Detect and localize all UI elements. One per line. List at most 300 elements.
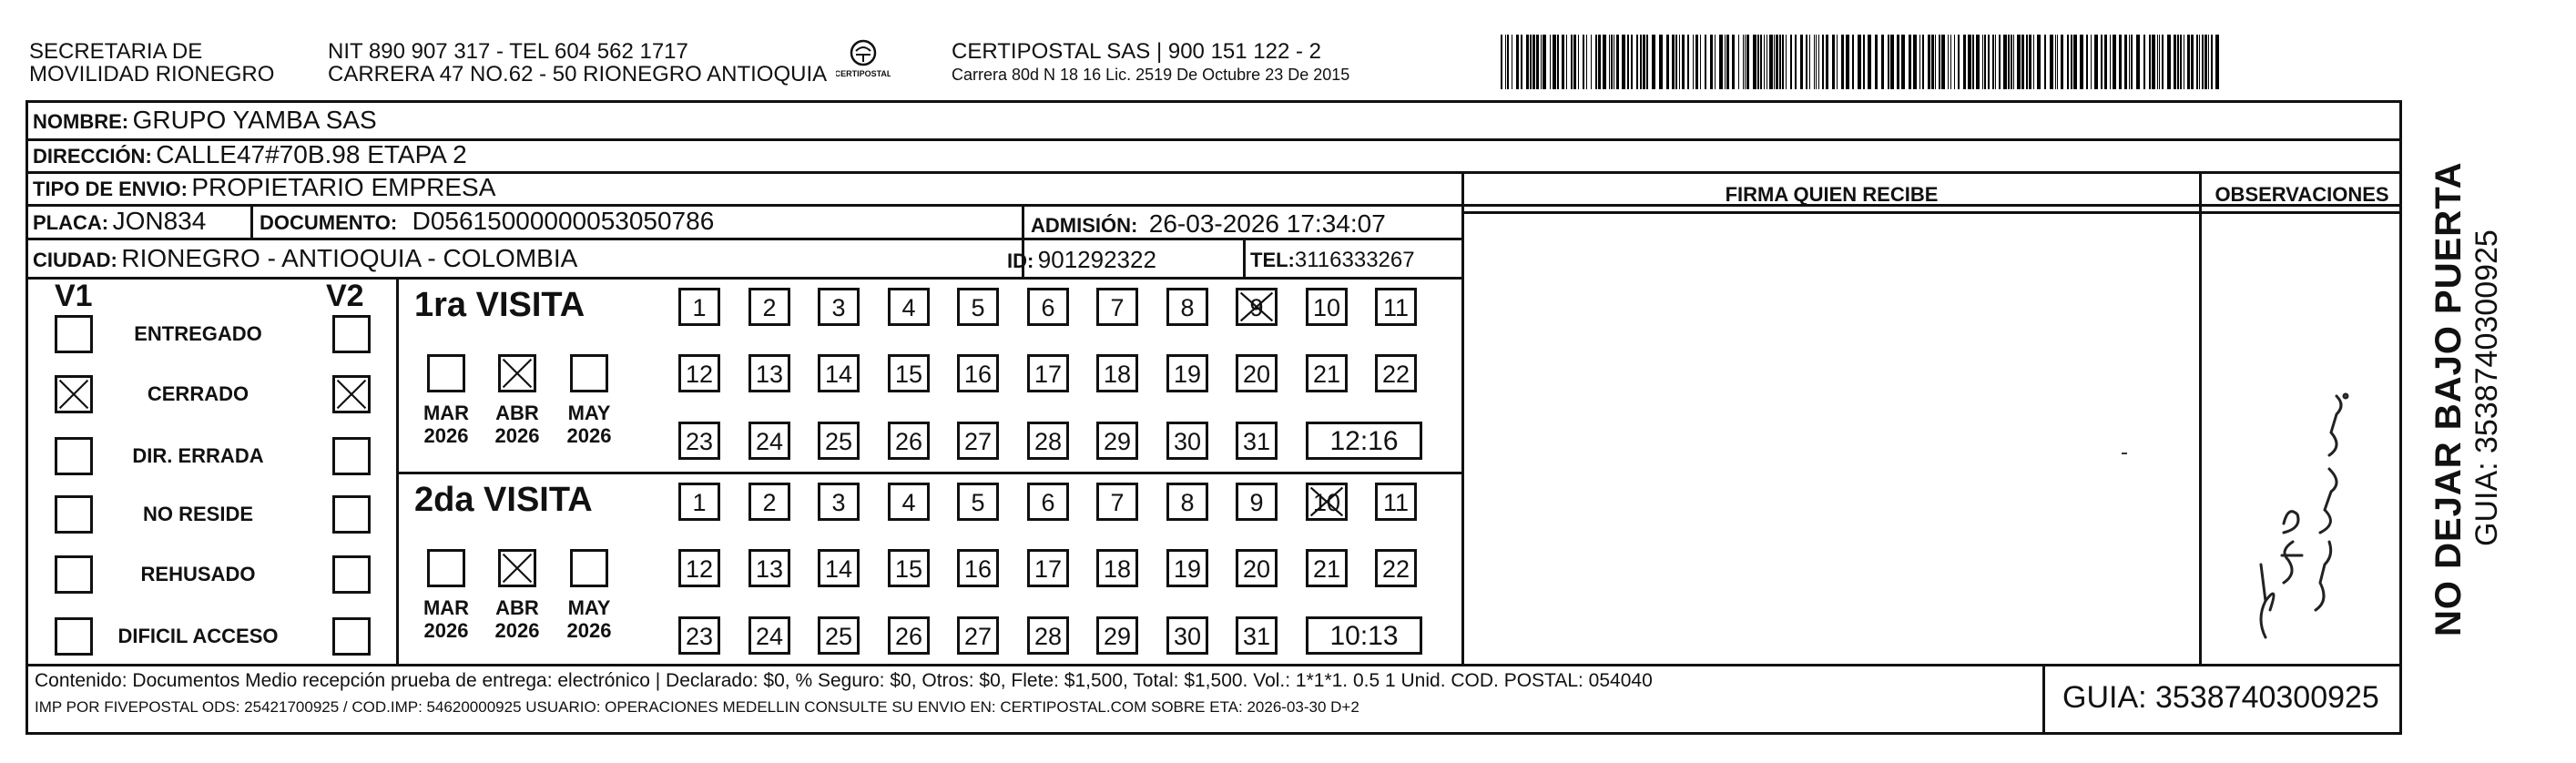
tel-label: TEL: <box>1250 249 1295 271</box>
barcode-bar <box>2003 35 2007 89</box>
barcode-bar <box>1919 35 1920 89</box>
barcode-bar <box>2202 35 2204 89</box>
day-box[interactable]: 25 <box>818 616 860 655</box>
day-box[interactable]: 13 <box>748 549 790 587</box>
barcode-bar <box>2061 35 2063 89</box>
barcode-bar <box>1521 35 1522 89</box>
day-box[interactable]: 30 <box>1166 616 1208 655</box>
barcode-bar <box>1536 35 1539 89</box>
barcode-bar <box>1790 35 1792 89</box>
barcode-bar <box>1573 35 1576 89</box>
time-box[interactable]: 10:13 <box>1306 616 1422 655</box>
day-box[interactable]: 28 <box>1027 616 1069 655</box>
day-box[interactable]: 14 <box>818 354 860 392</box>
day-box[interactable]: 25 <box>818 422 860 460</box>
v1-checkbox-5[interactable] <box>55 617 93 656</box>
direccion-row <box>33 140 467 169</box>
barcode-bar <box>1931 35 1934 89</box>
day-box[interactable]: 4 <box>888 288 930 326</box>
ciudad-label: CIUDAD: <box>33 249 117 271</box>
barcode-bar <box>2008 35 2010 89</box>
day-box[interactable]: 17 <box>1027 549 1069 587</box>
svg-text:CERTIPOSTAL: CERTIPOSTAL <box>836 69 891 78</box>
placa-value: JON834 <box>112 207 207 235</box>
day-box[interactable]: 16 <box>957 549 999 587</box>
barcode-bar <box>1888 35 1889 89</box>
tipo-value: PROPIETARIO EMPRESA <box>191 173 496 201</box>
barcode-bar <box>1616 35 1619 89</box>
barcode-bar <box>1631 35 1633 89</box>
day-box[interactable]: 3 <box>818 288 860 326</box>
barcode-bar <box>1505 35 1506 89</box>
year-label: 2026 <box>423 424 469 447</box>
barcode-bar <box>2050 35 2053 89</box>
barcode-bar <box>2091 35 2092 89</box>
day-box[interactable]: 14 <box>818 549 860 587</box>
barcode-bar <box>1760 35 1762 89</box>
barcode-bar <box>1571 35 1573 89</box>
barcode-bar <box>2086 35 2088 89</box>
day-box[interactable]: 4 <box>888 483 930 521</box>
year-label: 2026 <box>566 424 612 447</box>
day-box[interactable]: 24 <box>748 422 790 460</box>
day-box[interactable]: 31 <box>1236 422 1278 460</box>
day-box[interactable] <box>1236 288 1278 326</box>
barcode-bar <box>1858 35 1861 89</box>
barcode-bar <box>1809 35 1810 89</box>
id-row <box>1007 246 1156 274</box>
barcode-bar <box>2177 35 2179 89</box>
v2-checkbox-0[interactable] <box>332 315 371 353</box>
nombre-label: NOMBRE: <box>33 110 129 133</box>
barcode-bar <box>1875 35 1878 89</box>
day-box[interactable]: 11 <box>1375 288 1417 326</box>
barcode-bar <box>1913 35 1917 89</box>
barcode-bar <box>1988 35 1990 89</box>
barcode-bar <box>2174 35 2176 89</box>
firma-header: FIRMA QUIEN RECIBE <box>1725 183 1939 206</box>
barcode-bar <box>1603 35 1606 89</box>
barcode-bar <box>2187 35 2190 89</box>
barcode-bar <box>2131 35 2133 89</box>
day-box[interactable]: 22 <box>1375 549 1417 587</box>
barcode-bar <box>2073 35 2077 89</box>
barcode-bar <box>1800 35 1803 89</box>
barcode-bar <box>1863 35 1865 89</box>
day-box[interactable]: 19 <box>1166 549 1208 587</box>
day-box[interactable]: 27 <box>957 616 999 655</box>
address-line: CARRERA 47 NO.62 - 50 RIONEGRO ANTIOQUIA <box>328 62 828 86</box>
v1-checkbox-2[interactable] <box>55 437 93 475</box>
barcode-bar <box>1526 35 1529 89</box>
status-label: ENTREGADO <box>134 322 262 345</box>
day-box[interactable]: 13 <box>748 354 790 392</box>
month-label: MAY <box>567 596 611 619</box>
barcode-bar <box>1901 35 1905 89</box>
documento-row <box>260 207 714 236</box>
barcode-bar <box>1693 35 1694 89</box>
month-label: ABR <box>495 402 539 424</box>
barcode-bar <box>2011 35 2012 89</box>
barcode-bar <box>1640 35 1642 89</box>
day-box[interactable]: 29 <box>1096 422 1138 460</box>
day-box[interactable]: 6 <box>1027 483 1069 521</box>
status-label: DIR. ERRADA <box>132 444 264 467</box>
barcode-bar <box>1852 35 1854 89</box>
barcode-bar <box>1725 35 1726 89</box>
barcode-bar <box>2094 35 2098 89</box>
barcode-bar <box>2057 35 2058 89</box>
placa-row <box>33 207 206 236</box>
barcode-bar <box>1982 35 1983 89</box>
barcode-bar <box>1598 35 1601 89</box>
nombre-value: GRUPO YAMBA SAS <box>132 106 377 134</box>
month-checkbox[interactable] <box>570 354 608 392</box>
barcode-bar <box>2211 35 2213 89</box>
barcode-bar <box>1719 35 1723 89</box>
org-name-line2: MOVILIDAD RIONEGRO <box>29 62 275 86</box>
barcode-bar <box>1806 35 1807 89</box>
day-box[interactable]: 19 <box>1166 354 1208 392</box>
barcode-bar <box>1705 35 1706 89</box>
barcode-bar <box>1646 35 1648 89</box>
day-box[interactable]: 9 <box>1236 483 1278 521</box>
barcode-bar <box>1939 35 1940 89</box>
barcode-bar <box>1687 35 1689 89</box>
year-label: 2026 <box>423 619 469 642</box>
barcode-bar <box>1586 35 1587 89</box>
barcode-bar <box>1659 35 1663 89</box>
month-checkbox[interactable] <box>570 549 608 587</box>
barcode-bar <box>1501 35 1502 89</box>
time-box[interactable]: 12:16 <box>1306 422 1422 460</box>
visit-title: 2da VISITA <box>414 481 593 519</box>
barcode-bar <box>2143 35 2145 89</box>
day-box[interactable]: 7 <box>1096 483 1138 521</box>
day-box[interactable]: 30 <box>1166 422 1208 460</box>
barcode-bar <box>1995 35 1996 89</box>
barcode-bar <box>1816 35 1817 89</box>
admision-value: 26-03-2026 17:34:07 <box>1148 209 1386 238</box>
day-box[interactable]: 5 <box>957 483 999 521</box>
barcode-bar <box>1753 35 1756 89</box>
barcode-bar <box>2157 35 2158 89</box>
barcode-bar <box>1578 35 1579 89</box>
month-label: MAY <box>567 402 611 424</box>
barcode-bar <box>1890 35 1894 89</box>
day-box[interactable]: 23 <box>678 422 720 460</box>
barcode-bar <box>1627 35 1629 89</box>
barcode-bar <box>2191 35 2194 89</box>
barcode-bar <box>1583 35 1584 89</box>
v2-checkbox-5[interactable] <box>332 617 371 656</box>
v1-checkbox-4[interactable] <box>55 555 93 594</box>
barcode-bar <box>1868 35 1871 89</box>
barcode-bar <box>2159 35 2160 89</box>
barcode-bar <box>1881 35 1884 89</box>
barcode-bar <box>1652 35 1655 89</box>
barcode-bar <box>1837 35 1838 89</box>
barcode-bar <box>1591 35 1592 89</box>
barcode-bar <box>1562 35 1564 89</box>
barcode-bar <box>2180 35 2182 89</box>
barcode-bar <box>1595 35 1597 89</box>
day-box[interactable]: 15 <box>888 354 930 392</box>
divider-firma-obs <box>2199 171 2202 664</box>
barcode <box>1501 35 2225 89</box>
v1-header: V1 <box>55 279 93 313</box>
barcode-bar <box>1566 35 1567 89</box>
barcode-bar <box>2149 35 2151 89</box>
barcode-bar <box>1643 35 1645 89</box>
barcode-bar <box>1532 35 1535 89</box>
side-guia: GUIA: 3538740300925 <box>2469 229 2504 546</box>
month-checkbox[interactable] <box>427 354 465 392</box>
v2-checkbox-4[interactable] <box>332 555 371 594</box>
barcode-bar <box>2113 35 2116 89</box>
barcode-bar <box>1776 35 1778 89</box>
barcode-bar <box>1992 35 1994 89</box>
barcode-bar <box>1715 35 1716 89</box>
day-box[interactable]: 15 <box>888 549 930 587</box>
month-label: MAR <box>423 402 470 424</box>
v1-checkbox-0[interactable] <box>55 315 93 353</box>
barcode-bar <box>1764 35 1765 89</box>
barcode-bar <box>1732 35 1735 89</box>
v2-checkbox-2[interactable] <box>332 437 371 475</box>
barcode-bar <box>2119 35 2122 89</box>
barcode-bar <box>1954 35 1955 89</box>
barcode-bar <box>1976 35 1980 89</box>
barcode-bar <box>1832 35 1835 89</box>
barcode-bar <box>1622 35 1625 89</box>
barcode-bar <box>1984 35 1986 89</box>
barcode-bar <box>1516 35 1519 89</box>
day-box[interactable]: 18 <box>1096 354 1138 392</box>
id-value: 901292322 <box>1037 246 1156 273</box>
barcode-bar <box>2101 35 2103 89</box>
barcode-bar <box>1972 35 1974 89</box>
barcode-bar <box>1818 35 1819 89</box>
barcode-bar <box>1700 35 1701 89</box>
barcode-bar <box>1726 35 1729 89</box>
nit-line: NIT 890 907 317 - TEL 604 562 1717 <box>328 39 688 64</box>
barcode-bar <box>1679 35 1680 89</box>
barcode-bar <box>1826 35 1828 89</box>
barcode-bar <box>1822 35 1824 89</box>
barcode-bar <box>2110 35 2111 89</box>
barcode-bar <box>2080 35 2083 89</box>
barcode-bar <box>2204 35 2207 89</box>
barcode-bar <box>2208 35 2209 89</box>
day-box[interactable] <box>1306 483 1348 521</box>
v2-checkbox-1[interactable] <box>332 375 371 413</box>
day-box[interactable]: 26 <box>888 616 930 655</box>
month-checkbox[interactable] <box>427 549 465 587</box>
barcode-bar <box>1958 35 1960 89</box>
tipo-row <box>33 173 495 202</box>
barcode-bar <box>2071 35 2072 89</box>
direccion-label: DIRECCIÓN: <box>33 145 152 168</box>
barcode-bar <box>1814 35 1815 89</box>
v2-header: V2 <box>326 279 364 313</box>
v1-checkbox-1[interactable] <box>55 375 93 413</box>
barcode-bar <box>1553 35 1556 89</box>
barcode-bar <box>1999 35 2001 89</box>
observation-handwriting <box>2229 310 2366 646</box>
barcode-bar <box>1795 35 1797 89</box>
year-label: 2026 <box>494 619 540 642</box>
barcode-bar <box>2152 35 2155 89</box>
day-box[interactable]: 21 <box>1306 549 1348 587</box>
barcode-bar <box>1550 35 1551 89</box>
day-box[interactable]: 20 <box>1236 549 1278 587</box>
visit-title: 1ra VISITA <box>414 286 585 324</box>
day-number: 10 <box>1312 489 1341 516</box>
barcode-bar <box>1774 35 1775 89</box>
day-box[interactable]: 5 <box>957 288 999 326</box>
barcode-bar <box>1672 35 1675 89</box>
barcode-bar <box>2029 35 2031 89</box>
day-box[interactable]: 31 <box>1236 616 1278 655</box>
footer-print-info: IMP POR FIVEPOSTAL ODS: 25421700925 / COD.IMP: 54620000925 USUARIO: OPERACIONES MEDELLIN CONSULTE SU ENVIO EN: CERTIPOSTAL.COM SOBRE ETA: 2026-03-30 D+2 <box>35 698 1359 716</box>
barcode-bar <box>1541 35 1542 89</box>
day-box[interactable]: 1 <box>678 288 720 326</box>
certipostal-logo <box>836 38 891 84</box>
barcode-bar <box>1745 35 1746 89</box>
month-checkbox[interactable] <box>498 549 536 587</box>
barcode-bar <box>2026 35 2028 89</box>
barcode-bar <box>1841 35 1844 89</box>
documento-label: DOCUMENTO: <box>260 211 398 234</box>
day-box[interactable]: 21 <box>1306 354 1348 392</box>
barcode-bar <box>1743 35 1744 89</box>
barcode-bar <box>1507 35 1509 89</box>
barcode-bar <box>1909 35 1911 89</box>
barcode-bar <box>2017 35 2021 89</box>
barcode-bar <box>2037 35 2041 89</box>
barcode-bar <box>1530 35 1532 89</box>
month-label: ABR <box>495 596 539 619</box>
day-box[interactable]: 23 <box>678 616 720 655</box>
barcode-bar <box>1782 35 1784 89</box>
admision-row <box>1031 209 1386 239</box>
day-box[interactable]: 17 <box>1027 354 1069 392</box>
barcode-bar <box>1738 35 1739 89</box>
day-box[interactable]: 8 <box>1166 288 1208 326</box>
day-box[interactable]: 6 <box>1027 288 1069 326</box>
barcode-bar <box>2199 35 2200 89</box>
barcode-bar <box>1897 35 1899 89</box>
direccion-value: CALLE47#70B.98 ETAPA 2 <box>156 140 467 168</box>
barcode-bar <box>2215 35 2219 89</box>
day-box[interactable]: 2 <box>748 483 790 521</box>
barcode-bar <box>1968 35 1971 89</box>
barcode-bar <box>2167 35 2171 89</box>
nombre-row <box>33 106 377 135</box>
barcode-bar <box>2124 35 2127 89</box>
day-box[interactable]: 24 <box>748 616 790 655</box>
barcode-bar <box>1846 35 1849 89</box>
barcode-bar <box>2162 35 2164 89</box>
barcode-bar <box>2129 35 2130 89</box>
placa-label: PLACA: <box>33 211 109 234</box>
month-checkbox[interactable] <box>498 354 536 392</box>
day-box[interactable]: 26 <box>888 422 930 460</box>
side-warning: NO DEJAR BAJO PUERTA <box>2428 161 2469 636</box>
stray-mark <box>2122 453 2127 454</box>
v1-checkbox-3[interactable] <box>55 495 93 534</box>
v2-checkbox-3[interactable] <box>332 495 371 534</box>
barcode-bar <box>2196 35 2198 89</box>
barcode-bar <box>1636 35 1638 89</box>
day-box[interactable]: 8 <box>1166 483 1208 521</box>
barcode-bar <box>1941 35 1945 89</box>
barcode-bar <box>1757 35 1759 89</box>
status-label: REHUSADO <box>140 563 256 585</box>
day-box[interactable]: 20 <box>1236 354 1278 392</box>
barcode-bar <box>2021 35 2024 89</box>
year-label: 2026 <box>566 619 612 642</box>
courier-line2: Carrera 80d N 18 16 Lic. 2519 De Octubre 23 De 2015 <box>952 66 1350 84</box>
documento-value: D05615000000053050786 <box>412 207 715 235</box>
barcode-bar <box>1543 35 1546 89</box>
barcode-bar <box>1950 35 1951 89</box>
status-label: CERRADO <box>147 382 249 405</box>
year-label: 2026 <box>494 424 540 447</box>
day-box[interactable]: 3 <box>818 483 860 521</box>
day-box[interactable]: 12 <box>678 549 720 587</box>
day-box[interactable]: 1 <box>678 483 720 521</box>
barcode-bar <box>2067 35 2069 89</box>
day-box[interactable]: 18 <box>1096 549 1138 587</box>
barcode-bar <box>1948 35 1949 89</box>
status-label: DIFICIL ACCESO <box>117 625 279 647</box>
barcode-bar <box>1935 35 1936 89</box>
day-box[interactable]: 11 <box>1375 483 1417 521</box>
barcode-bar <box>2136 35 2140 89</box>
barcode-bar <box>2044 35 2046 89</box>
footer-contents: Contenido: Documentos Medio recepción prueba de entrega: electrónico | Declarado: $0, % Seguro: $0, Otros: $0, Flete: $1,500, Total: $1,500. Vol.: 1*1*1. 0.5 1 Unid. COD. POSTAL: 054040 <box>35 670 1653 691</box>
barcode-bar <box>2033 35 2034 89</box>
barcode-bar <box>1695 35 1698 89</box>
barcode-bar <box>1928 35 1930 89</box>
day-box[interactable]: 12 <box>678 354 720 392</box>
day-box[interactable]: 27 <box>957 422 999 460</box>
day-box[interactable]: 7 <box>1096 288 1138 326</box>
ciudad-value: RIONEGRO - ANTIOQUIA - COLOMBIA <box>121 244 578 272</box>
day-box[interactable]: 2 <box>748 288 790 326</box>
barcode-bar <box>1922 35 1924 89</box>
divider-form-firma <box>1461 171 1464 664</box>
month-label: MAR <box>423 596 470 619</box>
barcode-bar <box>2055 35 2056 89</box>
org-name-line1: SECRETARIA DE <box>29 39 203 64</box>
barcode-bar <box>2013 35 2014 89</box>
ciudad-row <box>33 244 577 273</box>
day-box[interactable]: 10 <box>1306 288 1348 326</box>
courier-line1: CERTIPOSTAL SAS | 900 151 122 - 2 <box>952 39 1321 64</box>
day-number: 9 <box>1249 294 1264 321</box>
barcode-bar <box>2104 35 2107 89</box>
day-box[interactable]: 28 <box>1027 422 1069 460</box>
id-label: ID: <box>1007 249 1034 272</box>
observaciones-header: OBSERVACIONES <box>2215 183 2389 206</box>
tel-value: 3116333267 <box>1294 248 1415 272</box>
day-box[interactable]: 22 <box>1375 354 1417 392</box>
day-box[interactable]: 29 <box>1096 616 1138 655</box>
day-box[interactable]: 16 <box>957 354 999 392</box>
